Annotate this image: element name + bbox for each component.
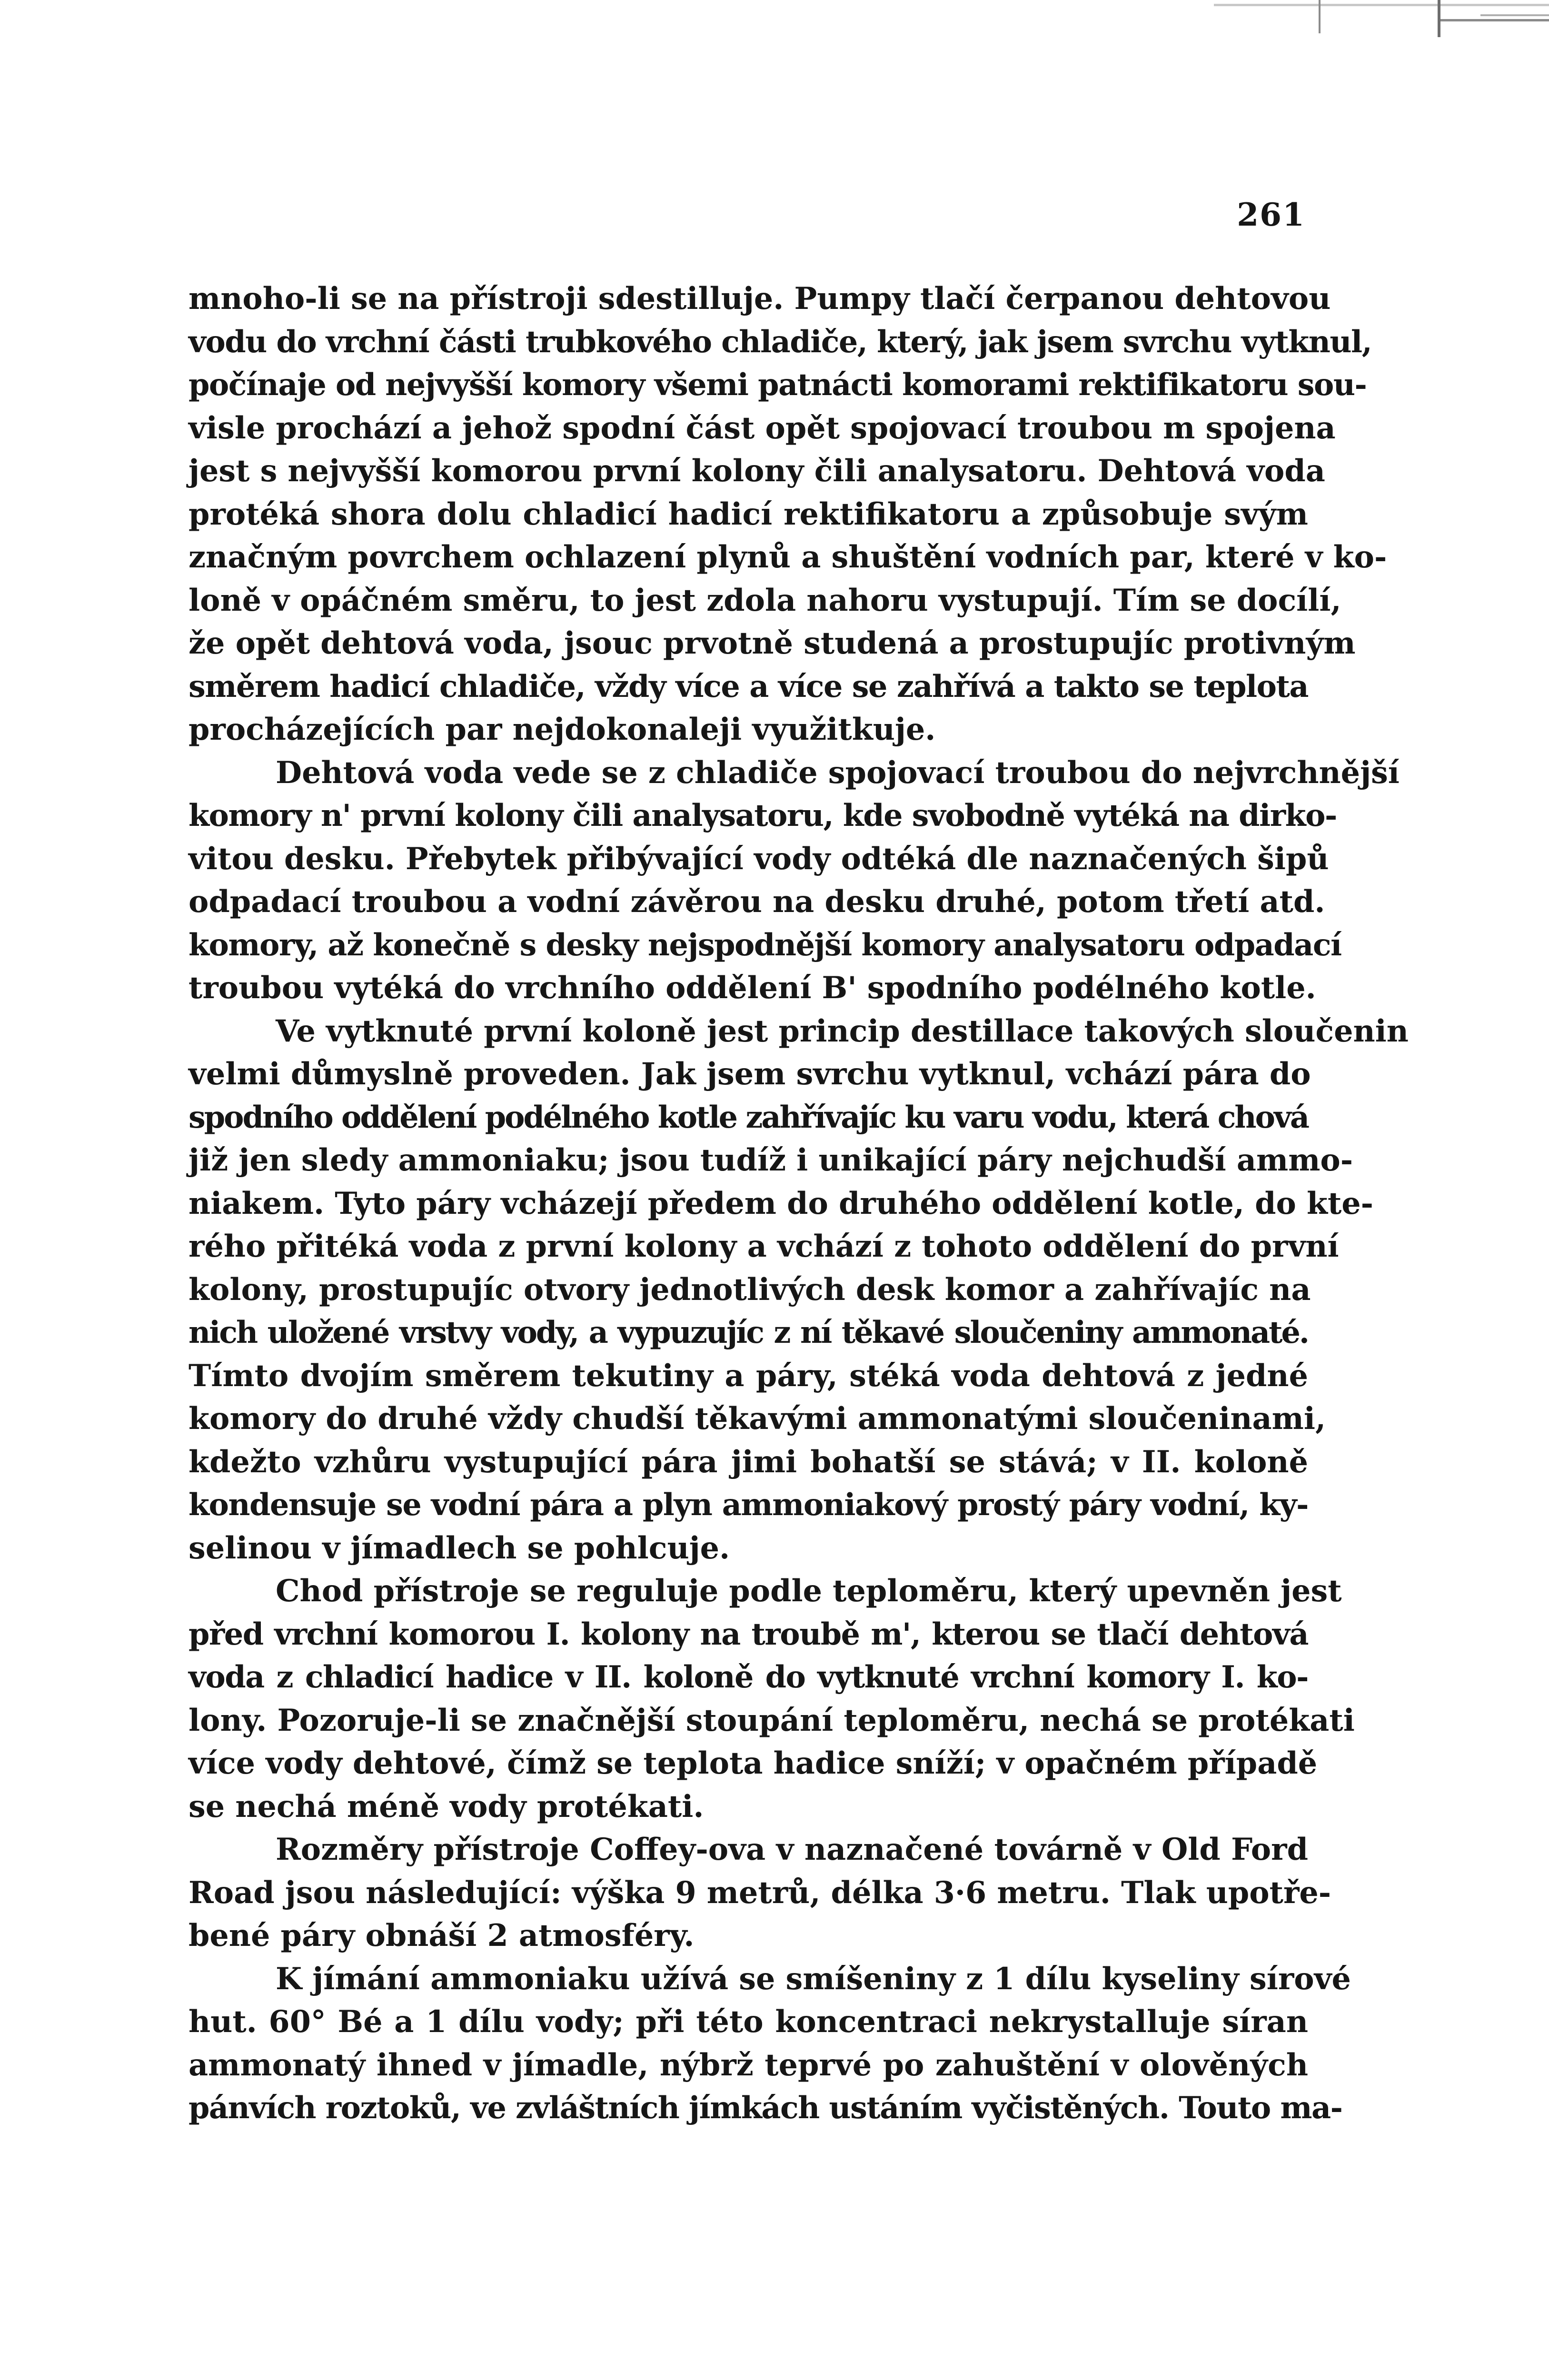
text-line: komory n' první kolony čili analysatoru, kde svobodně vytéká na dirko-: [189, 797, 1337, 833]
text-line: mnoho-li se na přístroji sdestilluje. Pumpy tlačí čerpanou dehtovou: [189, 280, 1331, 316]
scan-edge-marks: [1214, 0, 1549, 38]
text-line: směrem hadicí chladiče, vždy více a více se zahřívá a takto se teplota: [189, 668, 1308, 704]
text-line: před vrchní komorou I. kolony na troubě m', kterou se tlačí dehtová: [189, 1616, 1308, 1652]
text-line: rého přitéká voda z první kolony a vchází z tohoto oddělení do první: [189, 1228, 1339, 1264]
text-line: Dehtová voda vede se z chladiče spojovací troubou do nejvrchnější: [276, 754, 1400, 790]
text-line: spodního oddělení podélného kotle zahřívajíc ku varu vodu, která chová: [189, 1099, 1308, 1135]
text-line: komory do druhé vždy chudší těkavými ammonatými sloučeninami,: [189, 1400, 1326, 1436]
text-line: Tímto dvojím směrem tekutiny a páry, stéká voda dehtová z jedné: [189, 1357, 1308, 1393]
text-line: komory, až konečně s desky nejspodnější komory analysatoru odpadací: [189, 926, 1341, 962]
text-line: protéká shora dolu chladicí hadicí rektifikatoru a způsobuje svým: [189, 496, 1308, 532]
text-line: troubou vytéká do vrchního oddělení B' spodního podélného kotle.: [189, 970, 1316, 1005]
text-line: počínaje od nejvyšší komory všemi patnácti komorami rektifikatoru sou-: [189, 367, 1367, 402]
text-line: visle prochází a jehož spodní část opět spojovací troubou m spojena: [189, 409, 1336, 446]
text-line: procházejících par nejdokonaleji využitkuje.: [189, 711, 936, 747]
text-line: již jen sledy ammoniaku; jsou tudíž i unikající páry nejchudší ammo-: [189, 1142, 1353, 1178]
text-line: se nechá méně vody protékati.: [189, 1788, 704, 1824]
text-line: Rozměry přístroje Coffey-ova v naznačené továrně v Old Ford: [276, 1831, 1308, 1867]
text-line: Chod přístroje se reguluje podle teploměru, který upevněn jest: [276, 1573, 1342, 1608]
text-line: selinou v jímadlech se pohlcuje.: [189, 1529, 730, 1566]
text-line: Ve vytknuté první koloně jest princip destillace takových sloučenin: [276, 1012, 1409, 1049]
text-line: K jímání ammoniaku užívá se smíšeniny z 1 dílu kyseliny sírové: [276, 1960, 1351, 1996]
text-line: hut. 60° Bé a 1 dílu vody; při této koncentraci nekrystalluje síran: [189, 2003, 1308, 2039]
text-line: lony. Pozoruje-li se značnější stoupání teploměru, nechá se protékati: [189, 1702, 1355, 1738]
text-line: kolony, prostupujíc otvory jednotlivých desk komor a zahřívajíc na: [189, 1271, 1311, 1307]
text-line: ammonatý ihned v jímadle, nýbrž teprvé po zahuštění v olověných: [189, 2046, 1308, 2082]
text-line: vodu do vrchní části trubkového chladiče, který, jak jsem svrchu vytknul,: [189, 323, 1372, 359]
text-line: nich uložené vrstvy vody, a vypuzujíc z ní těkavé sloučeniny ammonaté.: [189, 1314, 1308, 1350]
text-line: odpadací troubou a vodní závěrou na desku druhé, potom třetí atd.: [189, 883, 1325, 919]
text-line: kdežto vzhůru vystupující pára jimi bohatší se stává; v II. koloně: [189, 1443, 1308, 1479]
text-line: velmi důmyslně proveden. Jak jsem svrchu vytknul, vchází pára do: [189, 1056, 1311, 1091]
text-line: voda z chladicí hadice v II. koloně do vytknuté vrchní komory I. ko-: [189, 1659, 1308, 1695]
text-line: kondensuje se vodní pára a plyn ammoniakový prostý páry vodní, ky-: [189, 1487, 1308, 1522]
text-line: jest s nejvyšší komorou první kolony čili analysatoru. Dehtová voda: [189, 453, 1325, 488]
text-line: že opět dehtová voda, jsouc prvotně studená a prostupujíc protivným: [189, 625, 1356, 661]
text-line: více vody dehtové, čímž se teplota hadice sníží; v opačném případě: [189, 1745, 1318, 1781]
text-line: niakem. Tyto páry vcházejí předem do druhého oddělení kotle, do kte-: [189, 1185, 1374, 1221]
text-line: pánvích roztoků, ve zvláštních jímkách ustáním vyčistěných. Touto ma-: [189, 2090, 1342, 2125]
text-line: značným povrchem ochlazení plynů a shuštění vodních par, které v ko-: [189, 539, 1387, 575]
text-line: Road jsou následující: výška 9 metrů, délka 3·6 metru. Tlak upotře-: [189, 1874, 1331, 1910]
text-line: vitou desku. Přebytek přibývající vody odtéká dle naznačených šipů: [189, 840, 1329, 876]
body-text: [189, 277, 1409, 2130]
text-line: loně v opáčném směru, to jest zdola nahoru vystupují. Tím se docílí,: [189, 582, 1341, 618]
text-line: bené páry obnáší 2 atmosféry.: [189, 1917, 695, 1953]
page-number: 261: [1237, 196, 1305, 233]
